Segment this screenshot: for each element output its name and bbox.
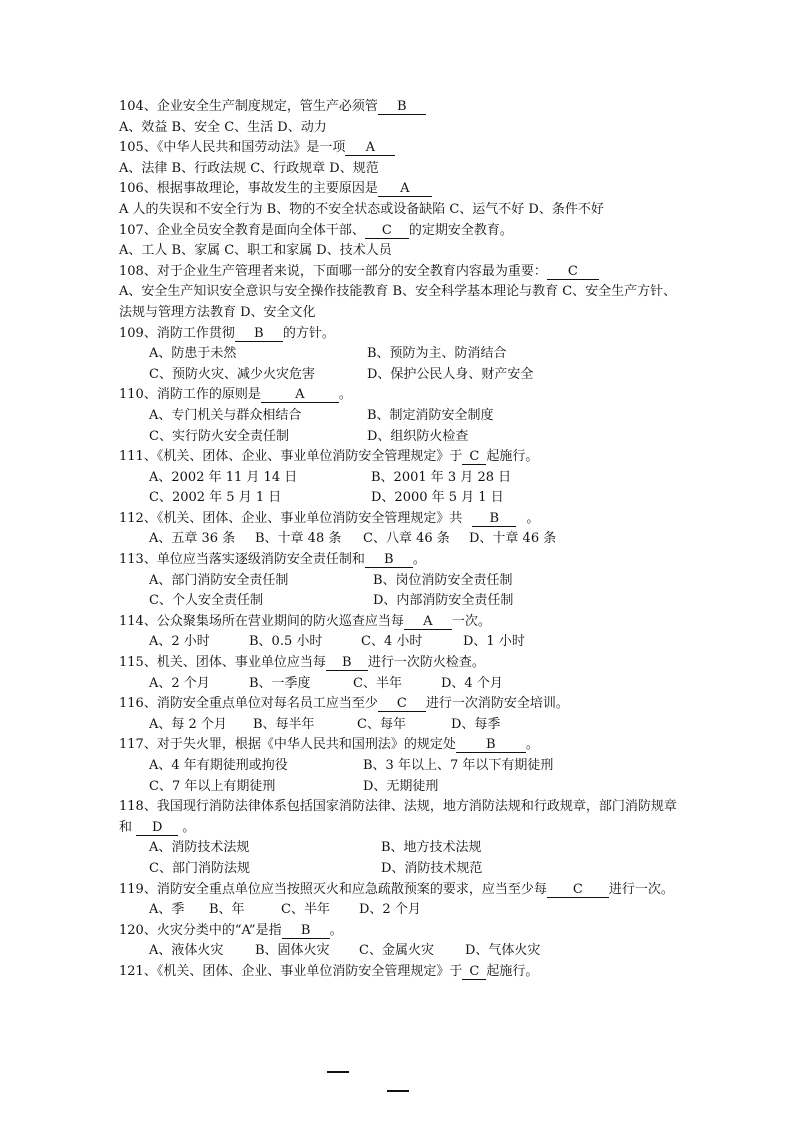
question-text: 118、我国现行消防法律体系包括国家消防法律、法规，地方消防法规和行政规章，部门消防规章和 (119, 799, 677, 835)
answer-blank: B (326, 656, 368, 671)
options-120 (119, 941, 679, 962)
footer-rule-right (387, 1090, 409, 1092)
question-108 (119, 262, 679, 283)
options-111-row1 (119, 468, 679, 489)
answer-blank: A (261, 388, 339, 403)
option-a: A、4 年有期徒刑或拘役 (149, 758, 288, 773)
question-text-after: 进行一次。 (608, 881, 674, 897)
options-text: A、安全生产知识安全意识与安全操作技能教育 B、安全科学基本理论与教育 C、安全生产方针、法规与管理方法教育 D、安全文化 (119, 284, 677, 320)
options-107 (119, 241, 679, 262)
option-d: D、组织防火检查 (367, 428, 469, 444)
answer-blank: B (472, 512, 516, 527)
question-list (119, 97, 679, 983)
option-c: C、预防火灾、减少火灾危害 (149, 366, 315, 382)
options-110-row2 (119, 427, 679, 448)
options-110-row1 (119, 406, 679, 427)
options-106 (119, 200, 679, 221)
answer-blank: B (365, 553, 413, 568)
option-d: D、2 个月 (359, 902, 421, 918)
question-109 (119, 324, 679, 345)
option-b: B、地方技术法规 (381, 840, 482, 856)
answer-blank: A (378, 182, 432, 197)
option-b: B、岗位消防安全责任制 (373, 572, 513, 588)
answer-blank: B (378, 100, 426, 115)
question-text: 112、《机关、团体、企业、事业单位消防安全管理规定》共 (119, 510, 463, 526)
option-d: D、内部消防安全责任制 (373, 593, 514, 609)
question-text-after: 起施行。 (486, 963, 539, 979)
question-117 (119, 735, 679, 756)
option-c: C、半年 (353, 675, 402, 691)
option-c: C、2002 年 5 月 1 日 (149, 490, 282, 506)
options-108 (119, 282, 679, 323)
answer-blank: D (136, 821, 178, 836)
answer-blank: B (235, 327, 283, 342)
question-105 (119, 138, 679, 159)
option-d: D、1 小时 (463, 634, 525, 650)
option-a: A、2 小时 (149, 634, 210, 650)
options-113-row2 (119, 591, 679, 612)
question-text-after: 起施行。 (486, 449, 539, 465)
option-a: A、2 个月 (149, 675, 210, 691)
options-text: A、法律 B、行政法规 C、行政规章 D、规范 (119, 160, 379, 176)
options-119 (119, 900, 679, 921)
option-a: A、消防技术法规 (149, 840, 250, 856)
question-text: 108、对于企业生产管理者来说，下面哪一部分的安全教育内容最为重要： (119, 263, 547, 279)
options-109-row1 (119, 344, 679, 365)
question-text-after: 的方针。 (282, 325, 335, 341)
question-112 (119, 509, 679, 530)
answer-blank: B (282, 924, 330, 939)
options-112 (119, 529, 679, 550)
question-111 (119, 447, 679, 468)
option-b: B、3 年以上、7 年以下有期徒刑 (363, 758, 554, 773)
option-d: D、十章 46 条 (469, 531, 557, 547)
option-a: A、2002 年 11 月 14 日 (149, 469, 298, 485)
options-118-row1 (119, 838, 679, 859)
question-text: 114、公众聚集场所在营业期间的防火巡查应当每 (119, 613, 404, 629)
question-text: 113、单位应当落实逐级消防安全责任制和 (119, 552, 365, 568)
question-120 (119, 921, 679, 942)
option-d: D、无期徒刑 (363, 778, 439, 794)
options-115 (119, 674, 679, 695)
question-text-after: 一次。 (451, 613, 491, 629)
answer-blank: C (462, 965, 486, 980)
question-121 (119, 962, 679, 983)
option-d: D、消防技术规范 (381, 860, 483, 876)
question-text: 107、企业全员安全教育是面向全体干部、 (119, 222, 365, 238)
option-a: A、液体火灾 (149, 943, 224, 959)
question-text: 111、《机关、团体、企业、事业单位消防安全管理规定》于 (119, 449, 463, 465)
option-c: C、八章 46 条 (363, 531, 450, 547)
option-b: B、每半年 (253, 716, 315, 732)
options-114 (119, 632, 679, 653)
answer-blank: C (365, 224, 409, 239)
option-d: D、2000 年 5 月 1 日 (371, 490, 504, 506)
options-117-row1 (119, 756, 679, 777)
options-104 (119, 118, 679, 139)
option-d: D、每季 (451, 716, 501, 732)
option-d: D、保护公民人身、财产安全 (367, 366, 534, 382)
option-b: B、2001 年 3 月 28 日 (371, 469, 512, 485)
question-114 (119, 612, 679, 633)
answer-blank: C (547, 265, 599, 280)
option-c: C、7 年以上有期徒刑 (149, 778, 276, 794)
option-b: B、0.5 小时 (249, 634, 323, 650)
question-104 (119, 97, 679, 118)
options-118-row2 (119, 859, 679, 880)
option-a: A、部门消防安全责任制 (149, 572, 289, 588)
options-113-row1 (119, 571, 679, 592)
question-118 (119, 797, 679, 838)
question-text: 106、根据事故理论，事故发生的主要原因是 (119, 181, 378, 197)
question-text: 109、消防工作贯彻 (119, 325, 235, 341)
footer-rule-left (327, 1071, 349, 1073)
answer-blank: B (456, 738, 526, 753)
option-b: B、制定消防安全制度 (367, 407, 494, 423)
answer-blank: C (547, 883, 609, 898)
options-109-row2 (119, 365, 679, 386)
options-105 (119, 159, 679, 180)
question-text: 120、火灾分类中的“A”是指 (119, 922, 282, 938)
option-c: C、金属火灾 (359, 943, 434, 959)
question-text-after: 进行一次消防安全培训。 (425, 696, 569, 712)
option-b: B、十章 48 条 (255, 531, 342, 547)
question-115 (119, 653, 679, 674)
question-text: 104、企业安全生产制度规定，管生产必须管 (119, 99, 378, 114)
option-b: B、预防为主、防消结合 (367, 346, 507, 362)
question-text-after: 。 (526, 510, 540, 526)
answer-blank: A (404, 615, 452, 630)
option-d: D、气体火灾 (465, 943, 541, 959)
option-c: C、实行防火安全责任制 (149, 428, 289, 444)
option-a: A、专门机关与群众相结合 (149, 407, 302, 423)
answer-blank: C (378, 697, 426, 712)
options-text: A 人的失误和不安全行为 B、物的不安全状态或设备缺陷 C、运气不好 D、条件不好 (119, 201, 604, 217)
question-106 (119, 179, 679, 200)
question-text-after: 。 (525, 737, 539, 753)
option-b: B、年 (209, 902, 245, 918)
question-text: 115、机关、团体、事业单位应当每 (119, 655, 326, 671)
option-b: B、一季度 (249, 675, 311, 691)
question-text-after: 进行一次防火检查。 (367, 655, 485, 671)
option-b: B、固体火灾 (255, 943, 330, 959)
question-text: 110、消防工作的原则是 (119, 387, 261, 403)
question-110 (119, 385, 679, 406)
question-text-after: 。 (182, 819, 196, 835)
question-text-after: 。 (412, 552, 426, 568)
question-119 (119, 880, 679, 901)
option-a: A、季 (149, 902, 185, 918)
option-c: C、半年 (281, 902, 330, 918)
question-text-after: 。 (329, 922, 343, 938)
options-111-row2 (119, 488, 679, 509)
answer-blank: C (462, 450, 486, 465)
question-text: 105、《中华人民共和国劳动法》是一项 (119, 140, 346, 156)
option-c: C、每年 (357, 716, 406, 732)
options-text: A、效益 B、安全 C、生活 D、动力 (119, 119, 327, 135)
question-text: 116、消防安全重点单位对每名员工应当至少 (119, 696, 378, 712)
option-c: C、个人安全责任制 (149, 593, 263, 609)
options-117-row2 (119, 777, 679, 798)
option-a: A、每 2 个月 (149, 716, 227, 732)
question-107 (119, 221, 679, 242)
option-a: A、五章 36 条 (149, 531, 236, 547)
question-text: 119、消防安全重点单位应当按照灭火和应急疏散预案的要求，应当至少每 (119, 881, 547, 897)
option-a: A、防患于未然 (149, 346, 237, 362)
answer-blank: A (345, 141, 395, 156)
question-text: 121、《机关、团体、企业、事业单位消防安全管理规定》于 (119, 963, 463, 979)
question-text: 117、对于失火罪，根据《中华人民共和国刑法》的规定处 (119, 737, 456, 753)
option-d: D、4 个月 (441, 675, 503, 691)
question-116 (119, 694, 679, 715)
options-text: A、工人 B、家属 C、职工和家属 D、技术人员 (119, 243, 392, 259)
option-c: C、4 小时 (361, 634, 423, 650)
question-text-after: 。 (338, 387, 352, 403)
options-116 (119, 715, 679, 736)
question-text-after: 的定期安全教育。 (408, 222, 513, 238)
question-113 (119, 550, 679, 571)
option-c: C、部门消防法规 (149, 860, 250, 876)
